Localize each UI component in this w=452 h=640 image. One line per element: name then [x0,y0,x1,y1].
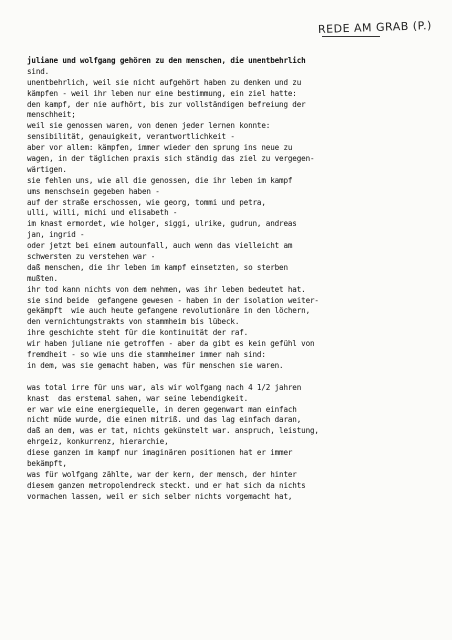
header-underline [322,36,380,37]
text-line: schwersten zu verstehen war - [27,252,156,262]
text-line: den kampf, der nie aufhört, bis zur vollständigen befreiung der [27,99,306,109]
text-line: menschheit; [27,110,76,120]
text-line: jan, ingrid - [27,230,85,240]
text-line: weil sie genossen waren, von denen jeder lernen konnte: [27,121,271,131]
text-line [27,372,437,383]
text-line: ihr tod kann nichts von dem nehmen, was ihr leben bedeutet hat. [27,284,306,294]
text-line: wir haben juliane nie getroffen - aber da gibt es kein gefühl von [27,339,315,349]
text-line: sie fehlen uns, wie all die genossen, die ihr leben im kampf [27,175,293,185]
text-line: kämpfen - weil ihr leben nur eine bestimmung, ein ziel hatte: [27,88,297,98]
text-line: diese ganzen im kampf nur imaginären positionen hat er immer [27,448,293,458]
typewritten-body [27,56,437,503]
text-line: wagen, in der täglichen praxis sich ständig das ziel zu vergegen- [27,154,315,164]
text-line: diesem ganzen metropolendreck steckt. und er hat sich da nichts [27,480,306,490]
text-line: nicht müde wurde, die einen mitriß. und das lag einfach daran, [27,415,302,425]
text-line: ihre geschichte steht für die kontinuität der raf. [27,328,249,338]
text-line: ehrgeiz, konkurrenz, hierarchie, [27,437,169,447]
text-line: im knast ermordet, wie holger, siggi, ulrike, gudrun, andreas [27,219,297,229]
text-line: bekämpft, [27,458,67,468]
text-line: sensibilität, genauigkeit, verantwortlichkeit - [27,132,235,142]
text-line: ums menschsein gegeben haben - [27,186,160,196]
text-line: vormachen lassen, weil er sich selber nichts vorgemacht hat, [27,491,293,501]
text-line: oder jetzt bei einem autounfall, auch wenn das vielleicht am [27,241,293,251]
text-line: wärtigen. [27,164,67,174]
text-line: mußten. [27,273,58,283]
text-line: er war wie eine energiequelle, in deren gegenwart man einfach [27,404,297,414]
text-line: daß an dem, was er tat, nichts gekünstelt war. anspruch, leistung, [27,426,319,436]
text-line: fremdheit - so wie uns die stammheimer immer nah sind: [27,350,266,360]
text-line: sie sind beide gefangene gewesen - haben in der isolation weiter- [27,295,319,305]
text-line: unentbehrlich, weil sie nicht aufgehört haben zu denken und zu [27,77,302,87]
text-line: was für wolfgang zählte, war der kern, der mensch, der hinter [27,469,297,479]
text-line: auf der straße erschossen, wie georg, tommi und petra, [27,197,266,207]
text-line: in dem, was sie gemacht haben, was für menschen sie waren. [27,360,284,370]
text-line: aber vor allem: kämpfen, immer wieder den sprung ins neue zu [27,143,293,153]
text-line: den vernichtungstrakts von stammheim bis lübeck. [27,317,240,327]
text-line: ulli, willi, michi und elisabeth - [27,208,178,218]
text-line: was total irre für uns war, als wir wolfgang nach 4 1/2 jahren [27,382,302,392]
text-line: sind. [27,66,50,76]
text-line: knast das erstemal sahen, war seine lebendigkeit. [27,393,249,403]
handwritten-header: REDE AM GRAB (P.) [317,19,433,36]
text-line: gekämpft wie auch heute gefangene revolutionäre in den löchern, [27,306,310,316]
text-line: juliane und wolfgang gehören zu den menschen, die unentbehrlich [27,56,306,65]
text-line: daß menschen, die ihr leben im kampf einsetzten, so sterben [27,262,288,272]
